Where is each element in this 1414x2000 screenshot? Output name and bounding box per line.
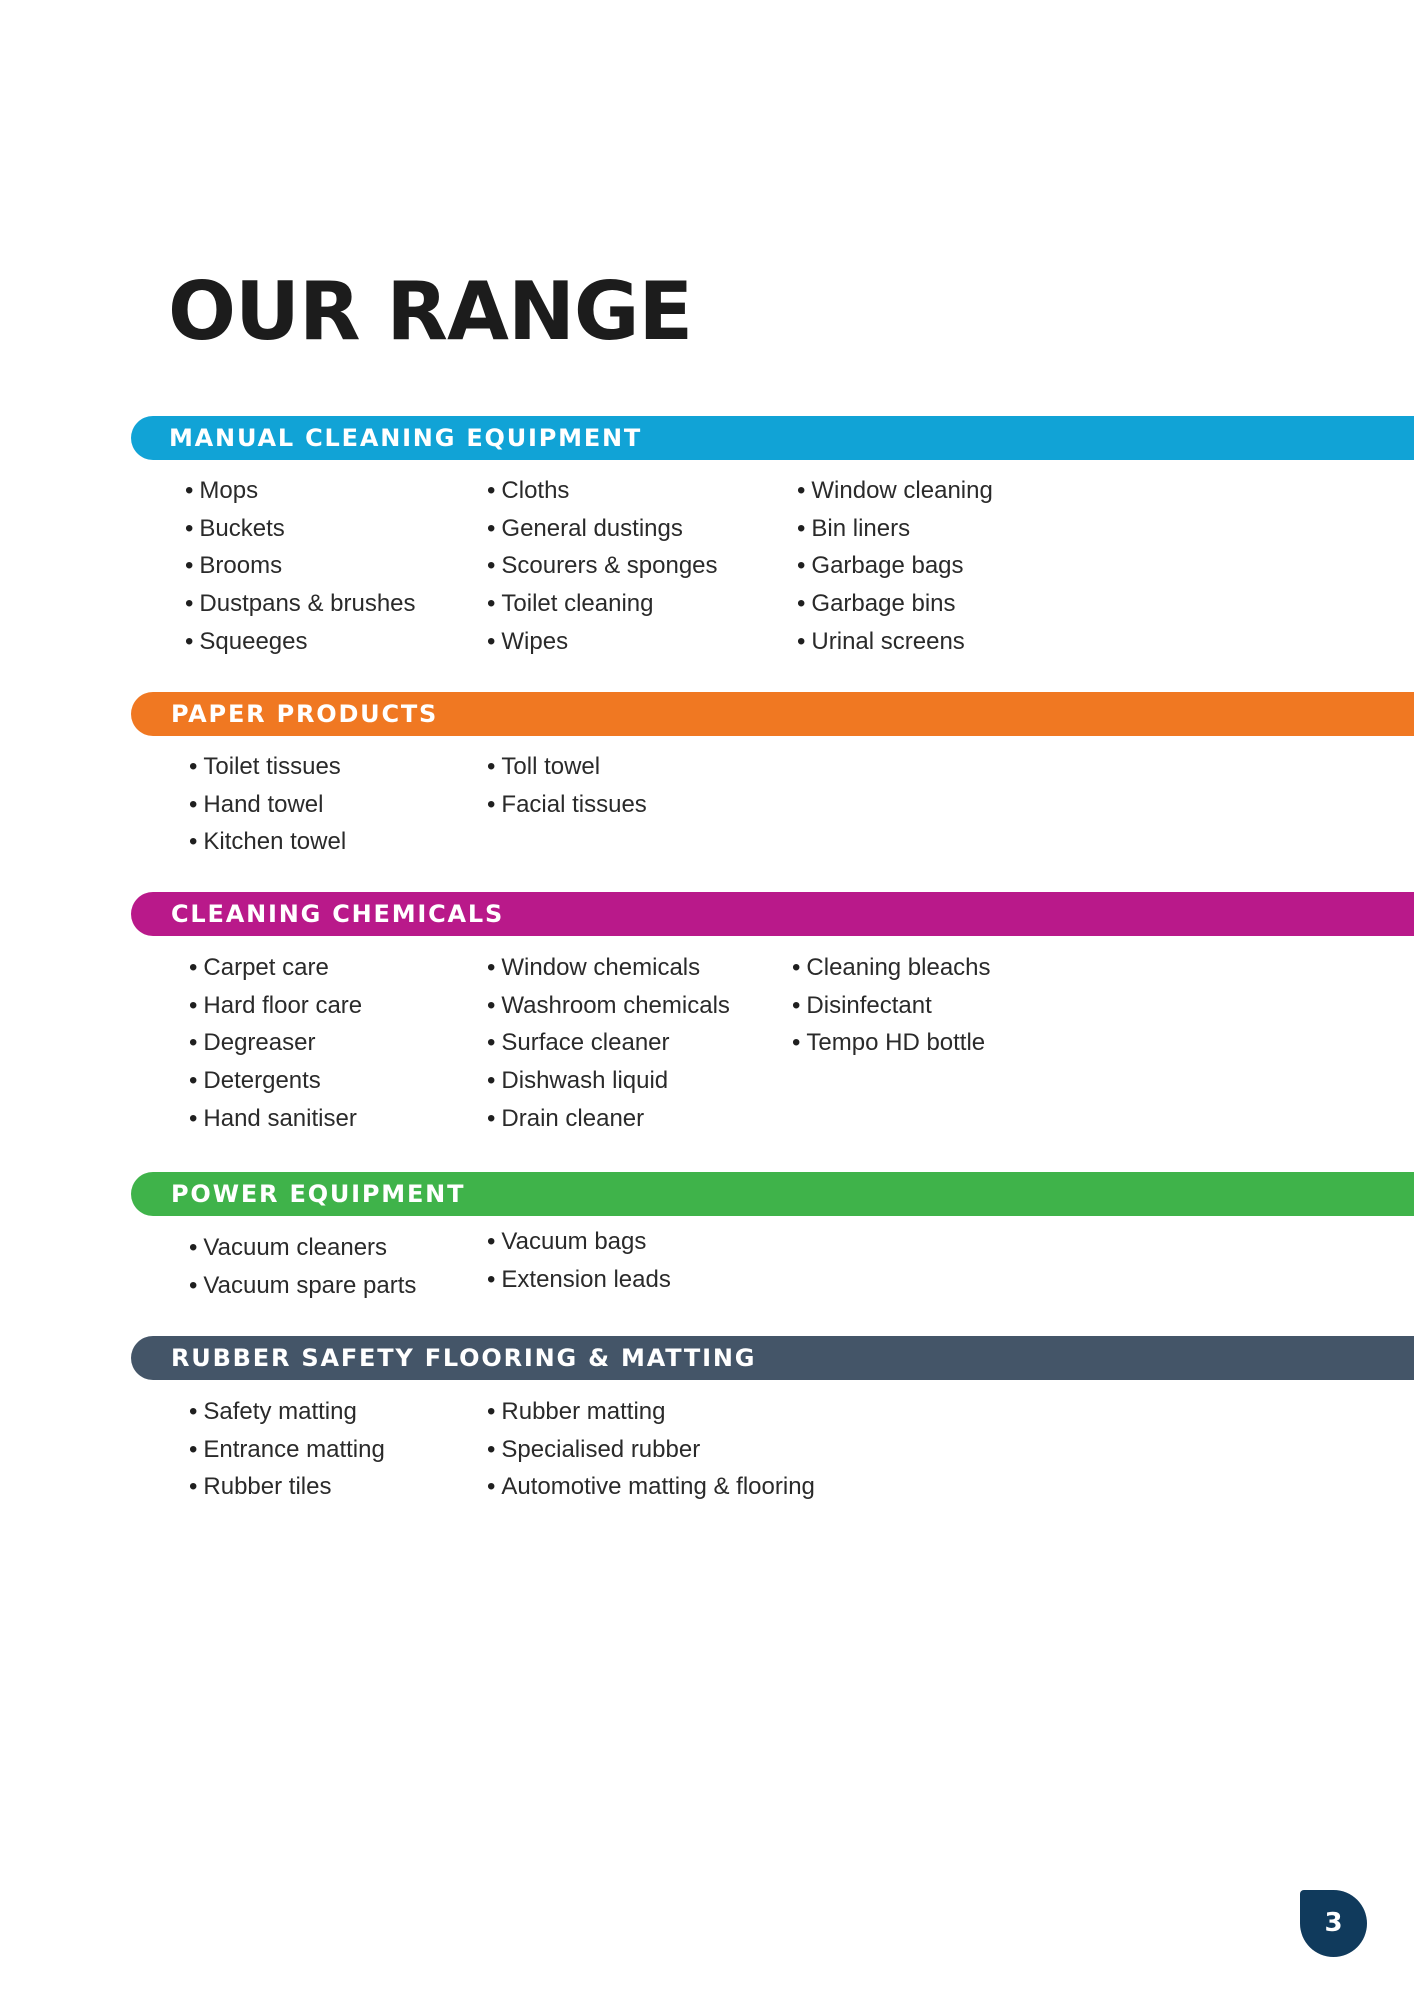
- item-list-column-1: [189, 1393, 385, 1506]
- section-header-band: [131, 416, 1414, 460]
- section-header-band: [131, 1336, 1414, 1380]
- list-item: • Cloths: [487, 472, 718, 510]
- list-item: • Cleaning bleachs: [792, 949, 991, 987]
- section-heading: PAPER PRODUCTS: [171, 700, 439, 728]
- list-item: • Drain cleaner: [487, 1100, 730, 1138]
- list-item: • Buckets: [185, 510, 416, 548]
- item-list-column-2: [487, 748, 647, 823]
- item-list-column-1: [189, 949, 362, 1137]
- item-list-column-3: [797, 472, 993, 660]
- item-list-column-2: [487, 472, 718, 660]
- item-list-column-2: [487, 949, 730, 1137]
- list-item: • Washroom chemicals: [487, 987, 730, 1025]
- list-item: • Entrance matting: [189, 1431, 385, 1469]
- list-item: • General dustings: [487, 510, 718, 548]
- list-item: • Extension leads: [487, 1261, 671, 1299]
- list-item: • Specialised rubber: [487, 1431, 815, 1469]
- list-item: • Hand towel: [189, 786, 346, 824]
- list-item: • Tempo HD bottle: [792, 1024, 991, 1062]
- list-item: • Bin liners: [797, 510, 993, 548]
- list-item: • Window cleaning: [797, 472, 993, 510]
- item-list-column-1: [189, 748, 346, 861]
- list-item: • Garbage bags: [797, 547, 993, 585]
- list-item: • Dishwash liquid: [487, 1062, 730, 1100]
- list-item: • Kitchen towel: [189, 823, 346, 861]
- list-item: • Toilet tissues: [189, 748, 346, 786]
- list-item: • Vacuum bags: [487, 1223, 671, 1261]
- list-item: • Disinfectant: [792, 987, 991, 1025]
- section-heading: RUBBER SAFETY FLOORING & MATTING: [171, 1344, 757, 1372]
- list-item: • Squeeges: [185, 623, 416, 661]
- section-header-band: [131, 1172, 1414, 1216]
- page-title: OUR RANGE: [168, 265, 693, 358]
- section-heading: CLEANING CHEMICALS: [171, 900, 505, 928]
- list-item: • Window chemicals: [487, 949, 730, 987]
- list-item: • Facial tissues: [487, 786, 647, 824]
- item-list-column-1: [185, 472, 416, 660]
- item-list-column-2: [487, 1393, 815, 1506]
- list-item: • Urinal screens: [797, 623, 993, 661]
- section-header-band: [131, 692, 1414, 736]
- item-list-column-2: [487, 1223, 671, 1298]
- page-number-badge: 3: [1300, 1890, 1367, 1957]
- list-item: • Automotive matting & flooring: [487, 1468, 815, 1506]
- list-item: • Hard floor care: [189, 987, 362, 1025]
- list-item: • Vacuum cleaners: [189, 1229, 416, 1267]
- list-item: • Rubber matting: [487, 1393, 815, 1431]
- list-item: • Detergents: [189, 1062, 362, 1100]
- list-item: • Surface cleaner: [487, 1024, 730, 1062]
- item-list-column-1: [189, 1229, 416, 1304]
- section-heading: POWER EQUIPMENT: [171, 1180, 466, 1208]
- list-item: • Toilet cleaning: [487, 585, 718, 623]
- item-list-column-3: [792, 949, 991, 1062]
- list-item: • Hand sanitiser: [189, 1100, 362, 1138]
- list-item: • Scourers & sponges: [487, 547, 718, 585]
- list-item: • Degreaser: [189, 1024, 362, 1062]
- section-header-band: [131, 892, 1414, 936]
- list-item: • Safety matting: [189, 1393, 385, 1431]
- list-item: • Carpet care: [189, 949, 362, 987]
- list-item: • Vacuum spare parts: [189, 1267, 416, 1305]
- list-item: • Toll towel: [487, 748, 647, 786]
- list-item: • Mops: [185, 472, 416, 510]
- list-item: • Wipes: [487, 623, 718, 661]
- list-item: • Rubber tiles: [189, 1468, 385, 1506]
- list-item: • Garbage bins: [797, 585, 993, 623]
- list-item: • Brooms: [185, 547, 416, 585]
- section-heading: MANUAL CLEANING EQUIPMENT: [169, 424, 643, 452]
- list-item: • Dustpans & brushes: [185, 585, 416, 623]
